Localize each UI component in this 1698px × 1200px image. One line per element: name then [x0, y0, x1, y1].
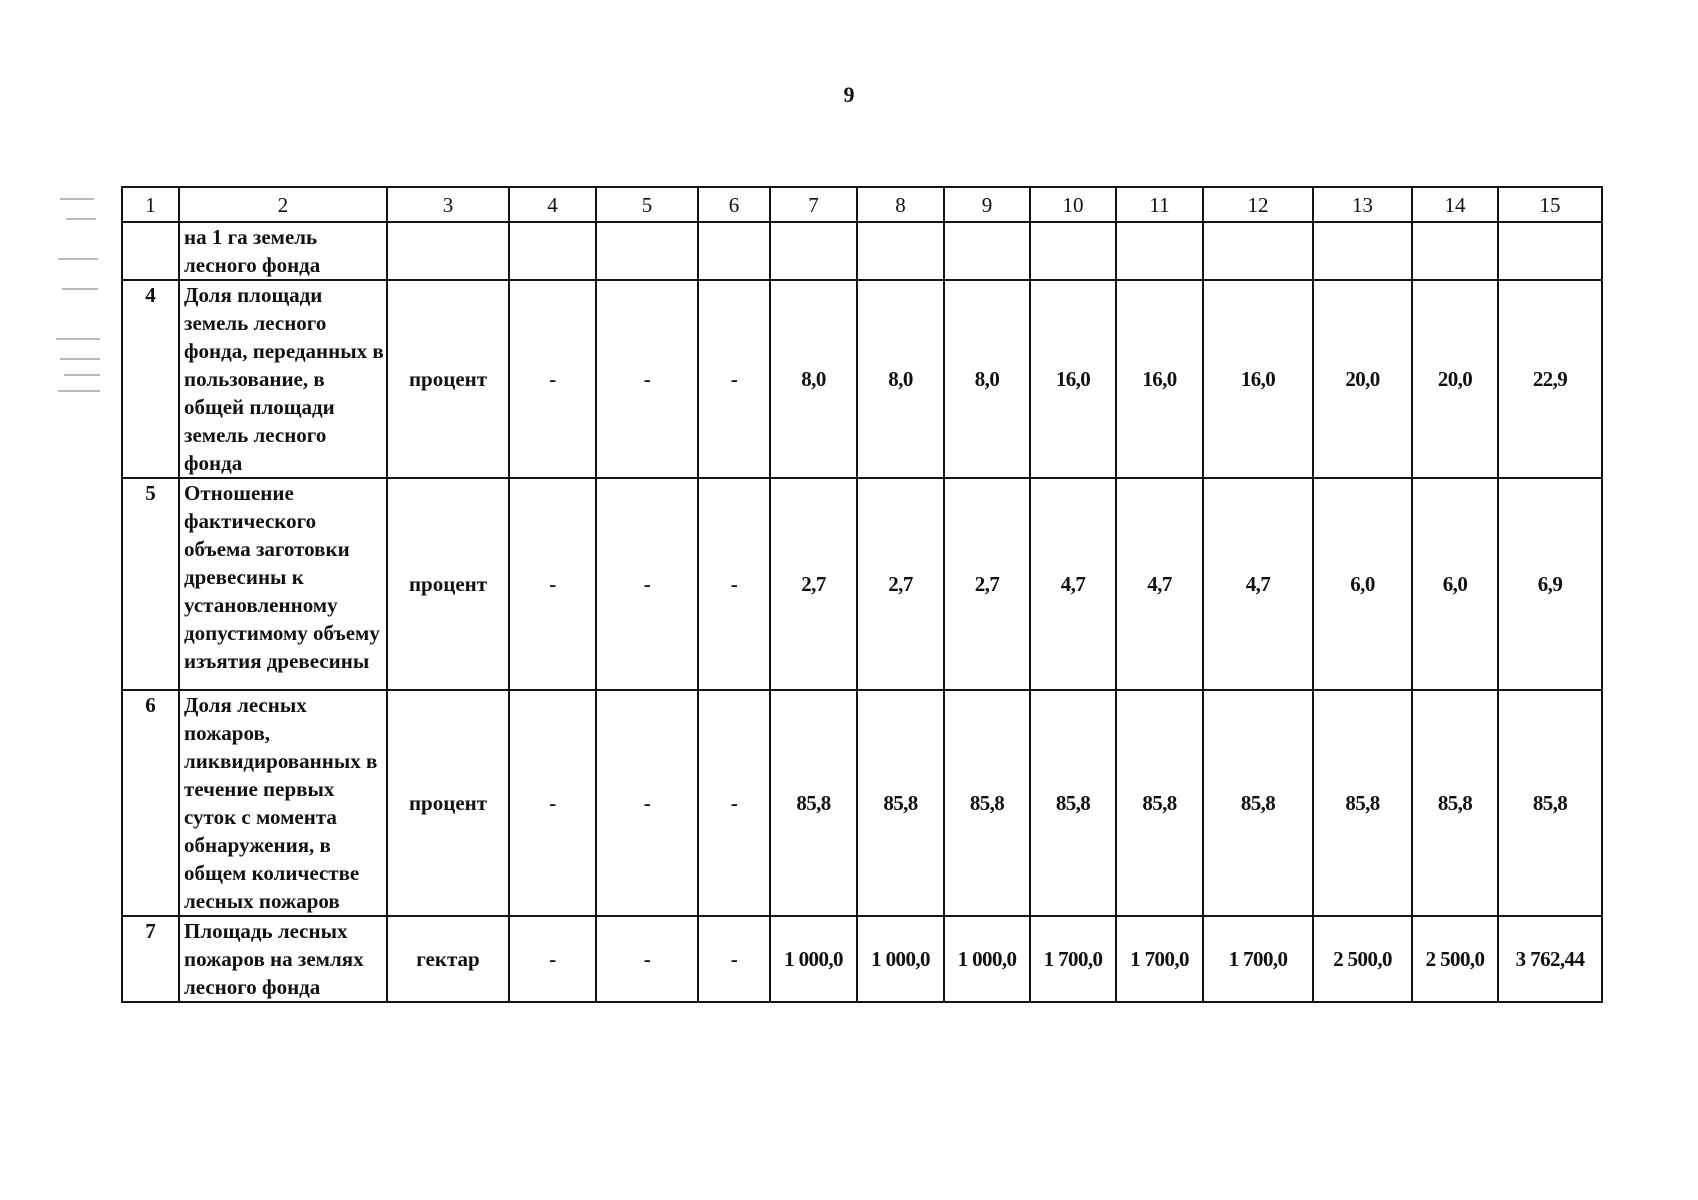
column-header: 8	[857, 187, 944, 222]
value-cell: 85,8	[1498, 690, 1602, 916]
column-header: 3	[387, 187, 509, 222]
value-cell	[1412, 222, 1498, 280]
table-row	[122, 478, 1602, 690]
value-cell: 2,7	[770, 478, 857, 690]
value-cell	[596, 222, 698, 280]
row-number: 6	[122, 690, 179, 916]
value-cell: -	[698, 916, 770, 1002]
value-cell: 4,7	[1116, 478, 1203, 690]
indicator-name: Доля лесных пожаров, ликвидированных в течение первых суток с момента обнаружения, в общем количестве лесных пожаров	[179, 690, 387, 916]
value-cell: 16,0	[1203, 280, 1313, 478]
column-header: 11	[1116, 187, 1203, 222]
indicator-table	[121, 186, 1603, 1003]
row-number: 5	[122, 478, 179, 690]
value-cell: 6,9	[1498, 478, 1602, 690]
header-row	[122, 187, 1602, 222]
table-row	[122, 690, 1602, 916]
value-cell	[770, 222, 857, 280]
column-header: 10	[1030, 187, 1116, 222]
value-cell: -	[698, 690, 770, 916]
value-cell	[1203, 222, 1313, 280]
unit-cell: процент	[387, 280, 509, 478]
column-header: 1	[122, 187, 179, 222]
value-cell: 6,0	[1412, 478, 1498, 690]
value-cell: 1 700,0	[1030, 916, 1116, 1002]
table-row	[122, 280, 1602, 478]
value-cell: 4,7	[1203, 478, 1313, 690]
value-cell: -	[509, 690, 596, 916]
value-cell: 3 762,44	[1498, 916, 1602, 1002]
value-cell: 85,8	[770, 690, 857, 916]
value-cell: 2,7	[944, 478, 1030, 690]
column-header: 7	[770, 187, 857, 222]
value-cell: 4,7	[1030, 478, 1116, 690]
value-cell: 2 500,0	[1412, 916, 1498, 1002]
value-cell: 85,8	[857, 690, 944, 916]
table-row	[122, 222, 1602, 280]
value-cell: 1 700,0	[1203, 916, 1313, 1002]
value-cell: 20,0	[1412, 280, 1498, 478]
value-cell: 2,7	[857, 478, 944, 690]
value-cell: 1 000,0	[770, 916, 857, 1002]
column-header: 13	[1313, 187, 1412, 222]
value-cell: 6,0	[1313, 478, 1412, 690]
row-number: 7	[122, 916, 179, 1002]
value-cell: 8,0	[857, 280, 944, 478]
value-cell: 1 000,0	[944, 916, 1030, 1002]
row-number: 4	[122, 280, 179, 478]
value-cell: 8,0	[944, 280, 1030, 478]
value-cell: -	[596, 690, 698, 916]
value-cell: 85,8	[1116, 690, 1203, 916]
indicator-name: Площадь лесных пожаров на землях лесного фонда	[179, 916, 387, 1002]
indicator-name: Доля площади земель лесного фонда, переданных в пользование, в общей площади земель лесного фонда	[179, 280, 387, 478]
value-cell: -	[509, 916, 596, 1002]
value-cell: 8,0	[770, 280, 857, 478]
unit-cell: гектар	[387, 916, 509, 1002]
value-cell: 20,0	[1313, 280, 1412, 478]
row-number	[122, 222, 179, 280]
value-cell: 85,8	[1412, 690, 1498, 916]
value-cell: 1 700,0	[1116, 916, 1203, 1002]
column-header: 4	[509, 187, 596, 222]
unit-cell	[387, 222, 509, 280]
value-cell: -	[698, 478, 770, 690]
value-cell: 16,0	[1030, 280, 1116, 478]
value-cell: 85,8	[1030, 690, 1116, 916]
value-cell	[944, 222, 1030, 280]
value-cell	[1498, 222, 1602, 280]
column-header: 2	[179, 187, 387, 222]
unit-cell: процент	[387, 478, 509, 690]
unit-cell: процент	[387, 690, 509, 916]
column-header: 15	[1498, 187, 1602, 222]
value-cell: 85,8	[944, 690, 1030, 916]
value-cell: 22,9	[1498, 280, 1602, 478]
value-cell: -	[509, 280, 596, 478]
indicator-name: на 1 га земель лесного фонда	[179, 222, 387, 280]
value-cell	[698, 222, 770, 280]
value-cell: 85,8	[1313, 690, 1412, 916]
indicator-name: Отношение фактического объема заготовки древесины к установленному допустимому объему изъятия древесины	[179, 478, 387, 690]
column-header: 6	[698, 187, 770, 222]
value-cell: -	[596, 916, 698, 1002]
table-row	[122, 916, 1602, 1002]
scan-artifact	[56, 198, 114, 418]
page-number: 9	[843, 82, 855, 107]
value-cell	[509, 222, 596, 280]
value-cell: -	[509, 478, 596, 690]
value-cell: -	[698, 280, 770, 478]
value-cell	[1116, 222, 1203, 280]
value-cell: -	[596, 478, 698, 690]
value-cell: 85,8	[1203, 690, 1313, 916]
column-header: 5	[596, 187, 698, 222]
value-cell	[857, 222, 944, 280]
value-cell: -	[596, 280, 698, 478]
value-cell	[1313, 222, 1412, 280]
column-header: 14	[1412, 187, 1498, 222]
column-header: 12	[1203, 187, 1313, 222]
value-cell	[1030, 222, 1116, 280]
value-cell: 16,0	[1116, 280, 1203, 478]
value-cell: 1 000,0	[857, 916, 944, 1002]
value-cell: 2 500,0	[1313, 916, 1412, 1002]
column-header: 9	[944, 187, 1030, 222]
